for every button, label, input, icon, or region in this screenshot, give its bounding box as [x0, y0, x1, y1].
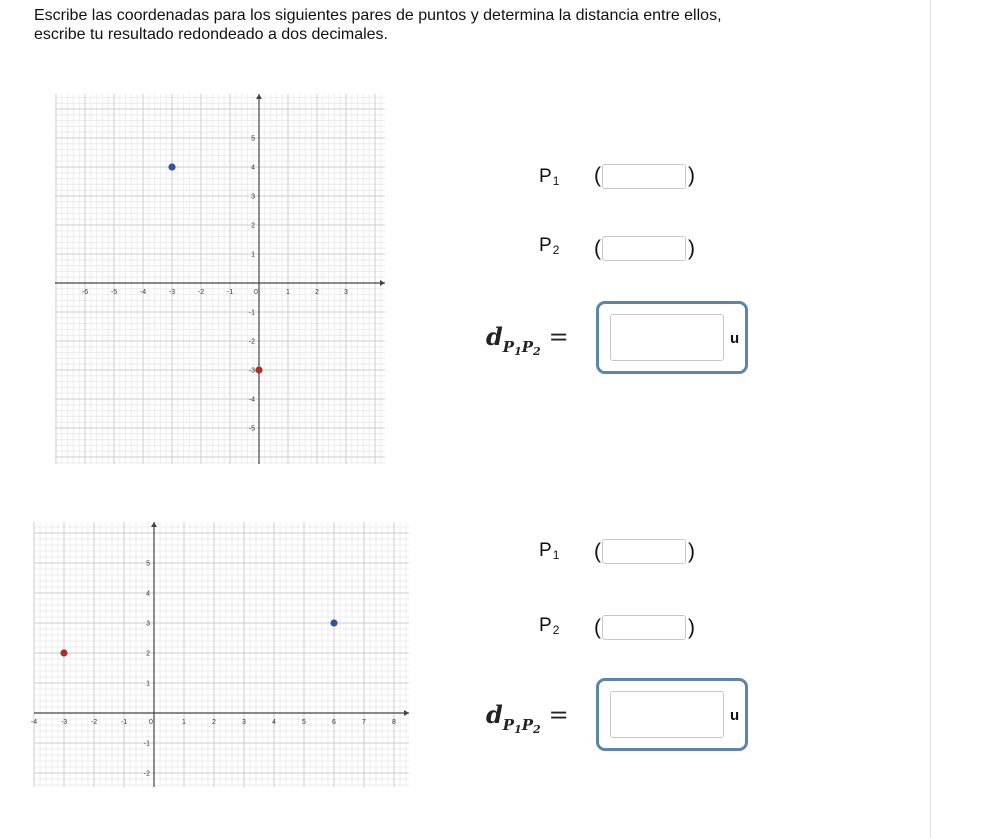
p2-coordinates-input[interactable]	[602, 236, 686, 261]
paren-close: )	[688, 616, 695, 639]
y-tick-label: 1	[146, 680, 150, 688]
x-tick-label: -4	[30, 719, 38, 726]
y-tick-label: 3	[251, 193, 255, 201]
y-tick-label: 5	[251, 135, 255, 143]
distance-answer-frame	[596, 301, 748, 374]
x-tick-label: -1	[226, 289, 234, 296]
distance-input[interactable]	[610, 691, 724, 738]
x-tick-label: 3	[242, 719, 246, 726]
paren-open: (	[594, 164, 601, 187]
distance-answer-frame	[596, 678, 748, 751]
y-tick-label: 2	[251, 222, 255, 230]
x-tick-label: -4	[139, 289, 147, 296]
y-tick-label: 2	[146, 650, 150, 658]
x-tick-label: -3	[168, 289, 176, 296]
y-tick-label: -1	[248, 309, 255, 317]
instructions-line-1: Escribe las coordenadas para los siguientes pares de puntos y determina la distancia entre ellos,	[34, 7, 722, 24]
y-axis-arrow	[151, 522, 157, 527]
x-tick-label: 3	[344, 289, 348, 296]
x-tick-label: -5	[110, 289, 118, 296]
x-tick-label: 1	[286, 289, 290, 296]
coordinate-graph-2	[30, 522, 409, 787]
x-tick-label: 0	[149, 719, 153, 726]
p1-label: $P_1$	[539, 540, 560, 562]
p2-coordinates-input[interactable]	[602, 615, 686, 640]
instructions	[34, 6, 894, 44]
x-tick-label: -6	[81, 289, 89, 296]
y-tick-label: -2	[248, 338, 255, 346]
y-tick-label: -3	[248, 367, 255, 375]
y-tick-label: -1	[143, 740, 150, 748]
paren-close: )	[688, 237, 695, 260]
x-tick-label: 2	[315, 289, 319, 296]
coordinate-graph-1	[55, 94, 385, 464]
y-tick-label: -5	[248, 425, 255, 433]
distance-label: $d_{P_1P_2}=$	[486, 322, 569, 358]
x-tick-label: 7	[362, 719, 366, 726]
x-tick-label: 8	[392, 719, 396, 726]
paren-close: )	[688, 540, 695, 563]
paren-close: )	[688, 164, 695, 187]
x-tick-label: -2	[197, 289, 205, 296]
x-tick-label: -3	[60, 719, 68, 726]
y-tick-label: 5	[146, 560, 150, 568]
y-tick-label: -4	[248, 396, 255, 404]
paren-open: (	[594, 237, 601, 260]
instructions-line-2: escribe tu resultado redondeado a dos decimales.	[34, 26, 388, 43]
y-tick-label: 4	[146, 590, 150, 598]
x-tick-label: 6	[332, 719, 336, 726]
y-tick-label: 4	[251, 164, 255, 172]
p2-label: $P_2$	[539, 235, 560, 257]
p1-coordinates-input[interactable]	[602, 539, 686, 564]
x-tick-label: -1	[120, 719, 128, 726]
x-tick-label: 4	[272, 719, 276, 726]
y-tick-label: 1	[251, 251, 255, 259]
y-axis-arrow	[256, 94, 262, 99]
x-tick-label: 5	[302, 719, 306, 726]
x-axis-arrow	[380, 280, 385, 286]
plot-point-2	[256, 367, 263, 374]
paren-open: (	[594, 616, 601, 639]
distance-input[interactable]	[610, 314, 724, 361]
paren-open: (	[594, 540, 601, 563]
distance-label: $d_{P_1P_2}=$	[486, 700, 569, 736]
distance-unit: u	[730, 330, 740, 347]
plot-point-2	[61, 650, 68, 657]
plot-point-1	[169, 164, 176, 171]
x-tick-label: 2	[212, 719, 216, 726]
x-tick-label: 1	[182, 719, 186, 726]
x-tick-label: -2	[90, 719, 98, 726]
y-tick-label: 3	[146, 620, 150, 628]
distance-unit: u	[730, 707, 740, 724]
plot-point-1	[331, 620, 338, 627]
p1-label: $P_1$	[539, 166, 560, 188]
page-right-border	[930, 0, 931, 838]
x-tick-label: 0	[254, 289, 258, 296]
p2-label: $P_2$	[539, 615, 560, 637]
y-tick-label: -2	[143, 770, 150, 778]
p1-coordinates-input[interactable]	[602, 164, 686, 189]
